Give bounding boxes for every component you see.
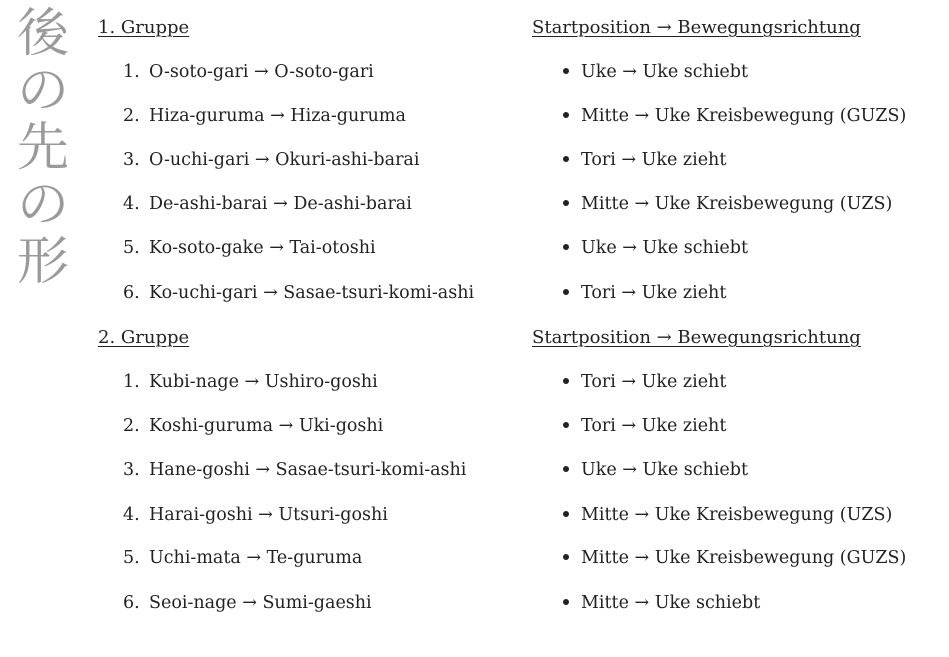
direction-row bbox=[563, 150, 726, 170]
bullet-icon bbox=[563, 422, 569, 428]
technique-text: Uchi-mata → Te-guruma bbox=[149, 548, 363, 568]
bullet-icon bbox=[563, 200, 569, 206]
title-char: 形 bbox=[16, 232, 69, 292]
technique-text: Ko-uchi-gari → Sasae-tsuri-komi-ashi bbox=[149, 283, 475, 303]
bullet-icon bbox=[563, 554, 569, 560]
technique-row bbox=[123, 194, 412, 214]
bullet-icon bbox=[563, 378, 569, 384]
bullet-icon bbox=[563, 244, 569, 250]
technique-text: Seoi-nage → Sumi-gaeshi bbox=[149, 593, 372, 613]
technique-text: Hane-goshi → Sasae-tsuri-komi-ashi bbox=[149, 460, 467, 480]
title-char: の bbox=[16, 61, 69, 121]
technique-row bbox=[123, 548, 362, 568]
group-2-right-header: Startposition → Bewegungsrichtung bbox=[532, 327, 861, 348]
direction-row bbox=[563, 106, 906, 126]
direction-text: Tori → Uke zieht bbox=[581, 372, 727, 392]
technique-number: 6. bbox=[123, 593, 140, 613]
direction-row bbox=[563, 593, 760, 613]
title-char: の bbox=[16, 175, 69, 235]
direction-row bbox=[563, 238, 748, 258]
technique-text: O-soto-gari → O-soto-gari bbox=[149, 62, 374, 82]
technique-row bbox=[123, 106, 406, 126]
title-char: 先 bbox=[16, 118, 69, 178]
technique-text: Harai-goshi → Utsuri-goshi bbox=[149, 505, 388, 525]
technique-text: O-uchi-gari → Okuri-ashi-barai bbox=[149, 150, 420, 170]
bullet-icon bbox=[563, 466, 569, 472]
direction-row bbox=[563, 460, 748, 480]
technique-row bbox=[123, 238, 376, 258]
technique-row bbox=[123, 593, 372, 613]
direction-row bbox=[563, 194, 892, 214]
bullet-icon bbox=[563, 156, 569, 162]
technique-text: Hiza-guruma → Hiza-guruma bbox=[149, 106, 406, 126]
direction-text: Tori → Uke zieht bbox=[581, 150, 727, 170]
technique-number: 4. bbox=[123, 194, 140, 214]
direction-text: Mitte → Uke schiebt bbox=[581, 593, 761, 613]
bullet-icon bbox=[563, 599, 569, 605]
technique-row bbox=[123, 150, 419, 170]
technique-text: Kubi-nage → Ushiro-goshi bbox=[149, 372, 378, 392]
technique-number: 6. bbox=[123, 283, 140, 303]
direction-row bbox=[563, 372, 726, 392]
bullet-icon bbox=[563, 112, 569, 118]
technique-text: De-ashi-barai → De-ashi-barai bbox=[149, 194, 412, 214]
technique-row bbox=[123, 416, 383, 436]
direction-row bbox=[563, 283, 726, 303]
direction-text: Tori → Uke zieht bbox=[581, 283, 727, 303]
direction-row bbox=[563, 548, 906, 568]
technique-number: 2. bbox=[123, 416, 140, 436]
technique-row bbox=[123, 505, 388, 525]
vertical-title bbox=[10, 6, 76, 291]
bullet-icon bbox=[563, 289, 569, 295]
direction-text: Mitte → Uke Kreisbewegung (UZS) bbox=[581, 505, 893, 525]
technique-number: 1. bbox=[123, 372, 140, 392]
direction-row bbox=[563, 505, 892, 525]
technique-number: 5. bbox=[123, 238, 140, 258]
technique-number: 3. bbox=[123, 150, 140, 170]
group-1-header: 1. Gruppe bbox=[98, 17, 190, 38]
direction-row bbox=[563, 62, 748, 82]
technique-row bbox=[123, 372, 378, 392]
technique-row bbox=[123, 460, 466, 480]
title-char: 後 bbox=[16, 4, 69, 64]
direction-text: Mitte → Uke Kreisbewegung (GUZS) bbox=[581, 548, 907, 568]
technique-number: 3. bbox=[123, 460, 140, 480]
direction-row bbox=[563, 416, 726, 436]
technique-number: 4. bbox=[123, 505, 140, 525]
direction-text: Tori → Uke zieht bbox=[581, 416, 727, 436]
technique-number: 5. bbox=[123, 548, 140, 568]
bullet-icon bbox=[563, 68, 569, 74]
technique-number: 1. bbox=[123, 62, 140, 82]
direction-text: Mitte → Uke Kreisbewegung (GUZS) bbox=[581, 106, 907, 126]
group-2-header: 2. Gruppe bbox=[98, 327, 190, 348]
technique-row bbox=[123, 62, 374, 82]
direction-text: Uke → Uke schiebt bbox=[581, 238, 749, 258]
technique-text: Koshi-guruma → Uki-goshi bbox=[149, 416, 384, 436]
technique-text: Ko-soto-gake → Tai-otoshi bbox=[149, 238, 376, 258]
group-1-right-header: Startposition → Bewegungsrichtung bbox=[532, 17, 861, 38]
direction-text: Uke → Uke schiebt bbox=[581, 460, 749, 480]
bullet-icon bbox=[563, 511, 569, 517]
technique-row bbox=[123, 283, 474, 303]
technique-number: 2. bbox=[123, 106, 140, 126]
direction-text: Uke → Uke schiebt bbox=[581, 62, 749, 82]
direction-text: Mitte → Uke Kreisbewegung (UZS) bbox=[581, 194, 893, 214]
